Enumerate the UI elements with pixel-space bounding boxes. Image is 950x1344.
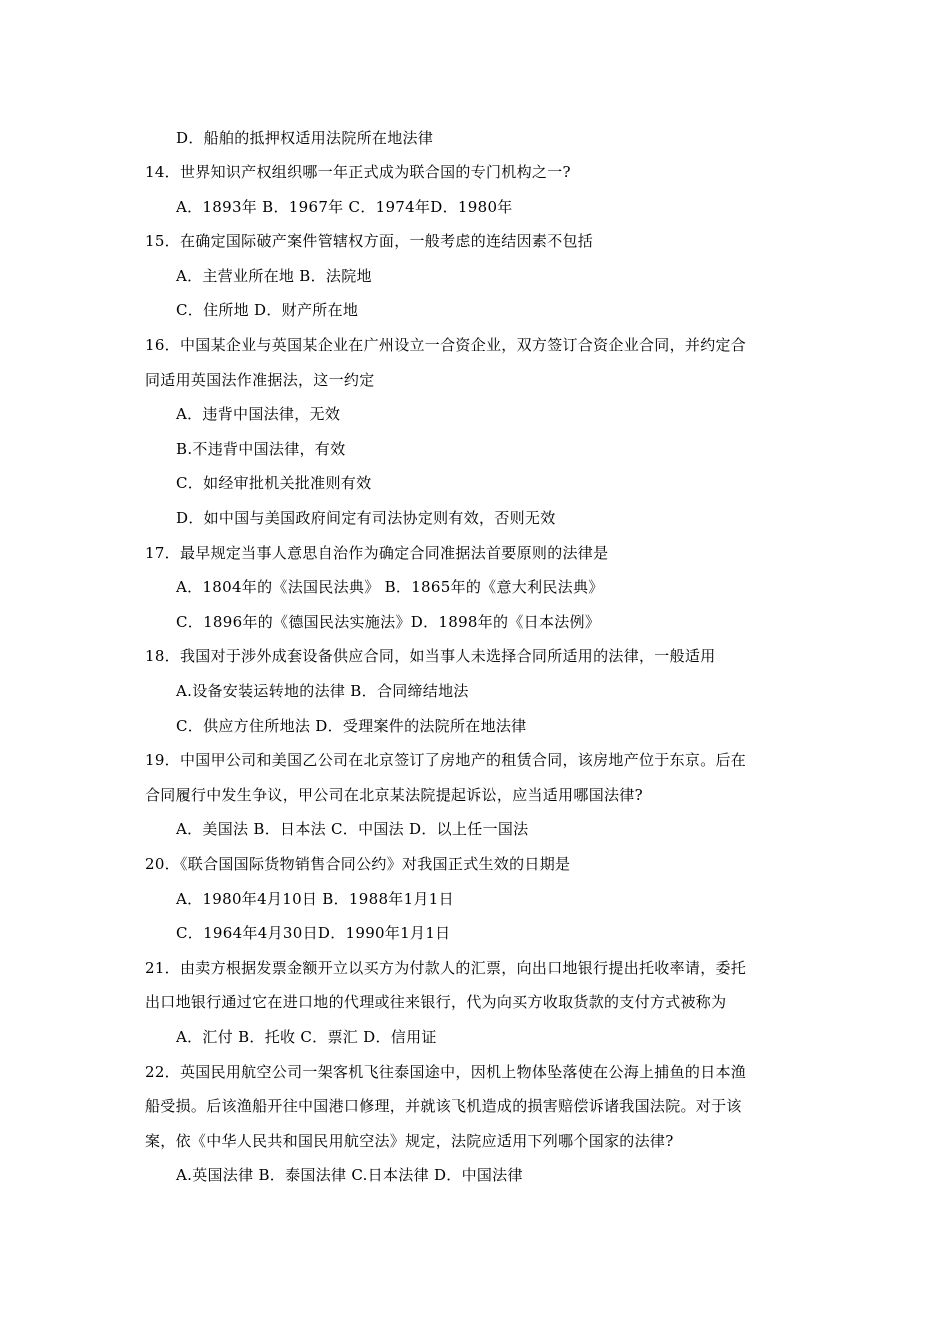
question-line: 合同履行中发生争议，甲公司在北京某法院提起诉讼，应当适用哪国法律? (145, 786, 643, 804)
option-line: C．供应方住所地法 D．受理案件的法院所在地法律 (176, 717, 527, 735)
question-line: 出口地银行通过它在进口地的代理或往来银行，代为向买方收取货款的支付方式被称为 (145, 993, 727, 1011)
question-line: 21．由卖方根据发票金额开立以买方为付款人的汇票，向出口地银行提出托收率请，委托 (145, 959, 747, 977)
option-line: C．1896年的《德国民法实施法》D．1898年的《日本法例》 (176, 613, 601, 631)
question-line: 同适用英国法作准据法，这一约定 (145, 371, 375, 389)
question-line: 19．中国甲公司和美国乙公司在北京签订了房地产的租赁合同，该房地产位于东京。后在 (145, 751, 747, 769)
option-line: A．1893年 B．1967年 C．1974年D．1980年 (176, 198, 513, 216)
option-line: A.英国法律 B．泰国法律 C.日本法律 D．中国法律 (176, 1166, 523, 1184)
option-line: A．汇付 B．托收 C．票汇 D．信用证 (176, 1028, 437, 1046)
option-line: C．如经审批机关批准则有效 (176, 474, 372, 492)
option-line: A．违背中国法律，无效 (176, 405, 341, 423)
option-line: A．1804年的《法国民法典》 B．1865年的《意大利民法典》 (176, 578, 604, 596)
option-line: C．1964年4月30日D．1990年1月1日 (176, 924, 451, 942)
question-line: 15．在确定国际破产案件管辖权方面，一般考虑的连结因素不包括 (145, 232, 594, 250)
question-line: 案，依《中华人民共和国民用航空法》规定，法院应适用下列哪个国家的法律? (145, 1132, 674, 1150)
option-line: C．住所地 D．财产所在地 (176, 301, 359, 319)
option-line: D．船舶的抵押权适用法院所在地法律 (176, 129, 434, 147)
option-line: A．美国法 B．日本法 C．中国法 D．以上任一国法 (176, 820, 529, 838)
option-line: A.设备安装运转地的法律 B．合同缔结地法 (176, 682, 469, 700)
option-line: A．主营业所在地 B．法院地 (176, 267, 372, 285)
question-line: 船受损。后该渔船开往中国港口修理，并就该飞机造成的损害赔偿诉诸我国法院。对于该 (145, 1097, 742, 1115)
question-line: 17．最早规定当事人意思自治作为确定合同准据法首要原则的法律是 (145, 544, 609, 562)
question-line: 20．《联合国国际货物销售合同公约》对我国正式生效的日期是 (145, 855, 571, 873)
question-line: 18．我国对于涉外成套设备供应合同，如当事人未选择合同所适用的法律，一般适用 (145, 647, 716, 665)
option-line: B.不违背中国法律，有效 (176, 440, 346, 458)
question-line: 16．中国某企业与英国某企业在广州设立一合资企业，双方签订合资企业合同，并约定合 (145, 336, 747, 354)
option-line: A．1980年4月10日 B．1988年1月1日 (176, 890, 454, 908)
question-line: 22．英国民用航空公司一架客机飞往泰国途中，因机上物体坠落使在公海上捕鱼的日本渔 (145, 1063, 747, 1081)
option-line: D．如中国与美国政府间定有司法协定则有效，否则无效 (176, 509, 556, 527)
question-line: 14．世界知识产权组织哪一年正式成为联合国的专门机构之一? (145, 163, 571, 181)
